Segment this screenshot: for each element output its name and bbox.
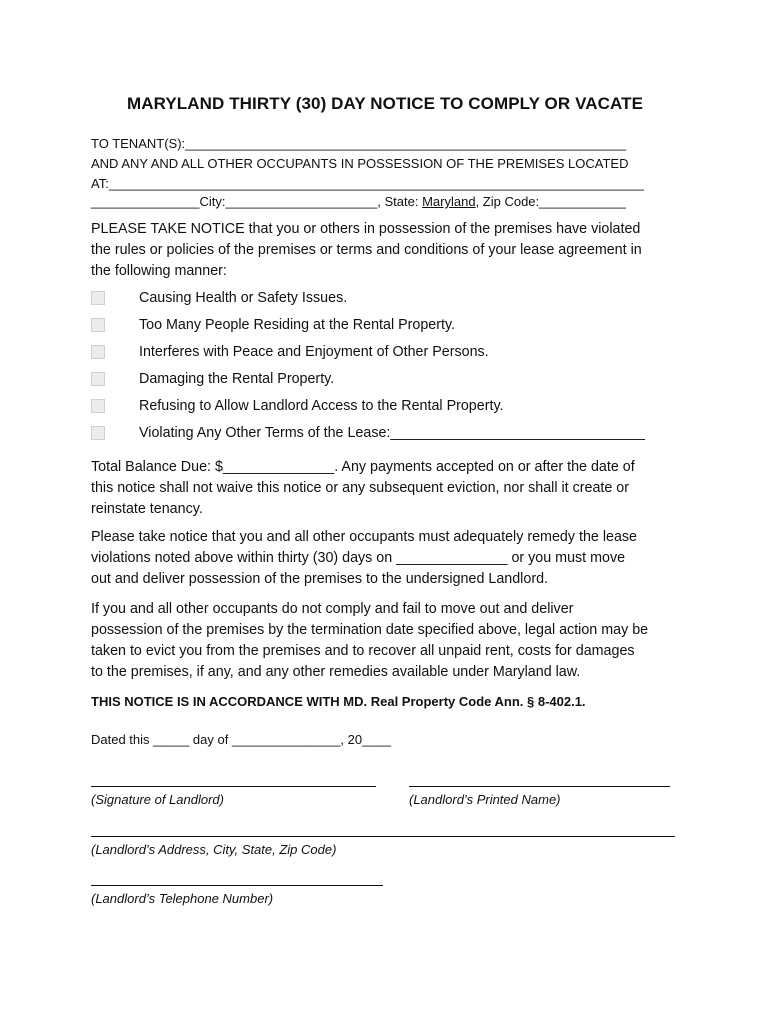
address-suffix: , Zip Code:____________ bbox=[475, 194, 626, 209]
violation-label: Causing Health or Safety Issues. bbox=[139, 290, 348, 306]
legal-para-line-4: to the premises, if any, and any other remedies available under Maryland law. bbox=[91, 664, 581, 680]
printed-name-line[interactable] bbox=[409, 786, 670, 787]
legal-para-line-1: If you and all other occupants do not comply and fail to move out and deliver bbox=[91, 601, 574, 617]
checkbox[interactable] bbox=[91, 318, 105, 332]
state-value: Maryland bbox=[422, 194, 476, 209]
occupants-line: AND ANY AND ALL OTHER OCCUPANTS IN POSSESSION OF THE PREMISES LOCATED bbox=[91, 156, 629, 171]
notice-para-line-3: the following manner: bbox=[91, 263, 227, 279]
balance-para-line-2: this notice shall not waive this notice or any subsequent eviction, nor shall it create or bbox=[91, 480, 630, 496]
checkbox[interactable] bbox=[91, 345, 105, 359]
remedy-para-line-1: Please take notice that you and all other occupants must adequately remedy the lease bbox=[91, 529, 638, 545]
address-prefix: _______________City:_____________________, State: bbox=[91, 194, 423, 209]
remedy-para-line-3: out and deliver possession of the premises to the undersigned Landlord. bbox=[91, 571, 548, 587]
signature-line[interactable] bbox=[91, 786, 376, 787]
landlord-telephone-label: (Landlord’s Telephone Number) bbox=[91, 891, 274, 906]
violation-label: Damaging the Rental Property. bbox=[139, 371, 335, 387]
violation-label: Refusing to Allow Landlord Access to the Rental Property. bbox=[139, 398, 504, 414]
document-title: MARYLAND THIRTY (30) DAY NOTICE TO COMPLY OR VACATE bbox=[126, 94, 644, 113]
accordance-statement: THIS NOTICE IS IN ACCORDANCE WITH MD. Real Property Code Ann. § 8-402.1. bbox=[91, 694, 586, 709]
dated-line: Dated this _____ day of _______________, 20____ bbox=[91, 732, 391, 747]
notice-para-line-2: the rules or policies of the premises or terms and conditions of your lease agreement in bbox=[91, 242, 642, 258]
violation-label: Interferes with Peace and Enjoyment of Other Persons. bbox=[139, 344, 489, 360]
checkbox[interactable] bbox=[91, 426, 105, 440]
address-line bbox=[91, 194, 626, 209]
landlord-printed-name-label: (Landlord’s Printed Name) bbox=[409, 792, 561, 807]
checkbox[interactable] bbox=[91, 372, 105, 386]
checkbox[interactable] bbox=[91, 399, 105, 413]
tenant-line: TO TENANT(S):_____________________________________________________________ bbox=[91, 136, 627, 151]
checkbox[interactable] bbox=[91, 291, 105, 305]
notice-para-line-1: PLEASE TAKE NOTICE that you or others in possession of the premises have violated bbox=[91, 221, 641, 237]
balance-para-line-3: reinstate tenancy. bbox=[91, 501, 203, 517]
balance-para-line-1: Total Balance Due: $______________. Any payments accepted on or after the date of bbox=[91, 459, 635, 475]
violation-label: Too Many People Residing at the Rental Property. bbox=[139, 317, 456, 333]
address-signature-line[interactable] bbox=[91, 836, 675, 837]
violation-label: Violating Any Other Terms of the Lease:________________________________ bbox=[139, 425, 645, 441]
legal-para-line-2: possession of the premises by the termination date specified above, legal action may be bbox=[91, 622, 649, 638]
landlord-signature-label: (Signature of Landlord) bbox=[91, 792, 224, 807]
premises-at-line: AT:__________________________________________________________________________ bbox=[91, 176, 644, 191]
remedy-para-line-2: violations noted above within thirty (30) days on ______________ or you must move bbox=[91, 550, 626, 566]
legal-para-line-3: taken to evict you from the premises and to recover all unpaid rent, costs for damages bbox=[91, 643, 635, 659]
telephone-line[interactable] bbox=[91, 885, 383, 886]
landlord-address-label: (Landlord’s Address, City, State, Zip Code) bbox=[91, 842, 337, 857]
